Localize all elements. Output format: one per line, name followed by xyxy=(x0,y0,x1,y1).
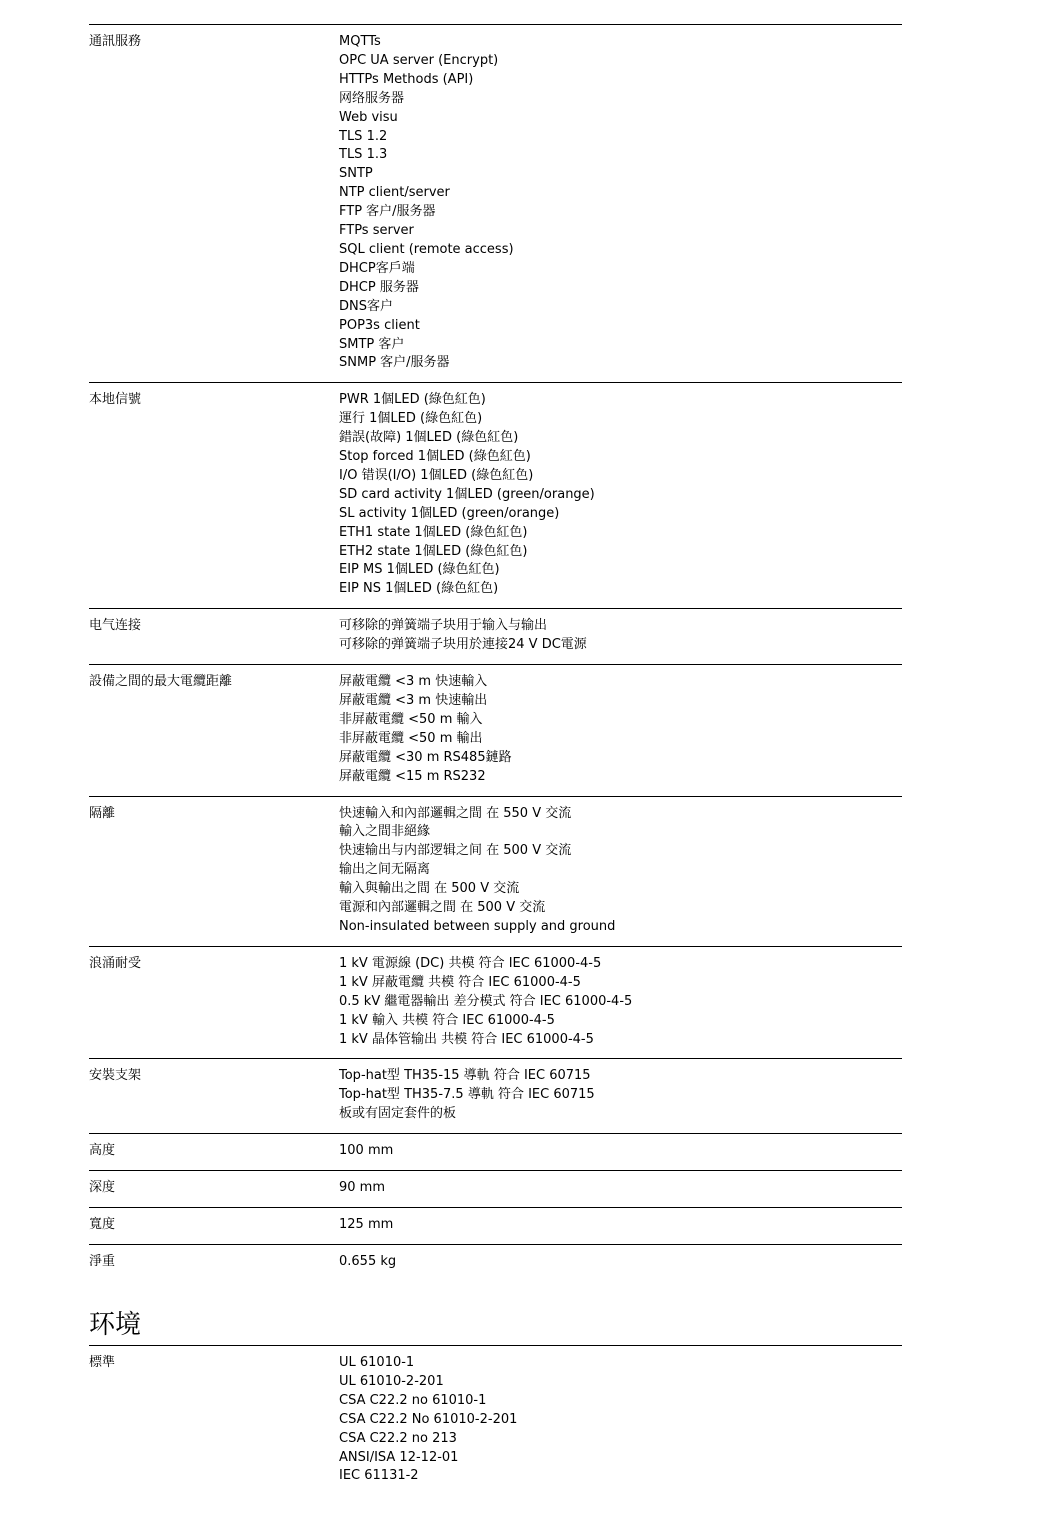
spec-value: DNS客户 xyxy=(339,298,393,314)
spec-label: 寬度 xyxy=(89,1216,116,1232)
spec-value: EIP MS 1個LED (綠色紅色) xyxy=(339,562,500,578)
spec-label: 安裝支架 xyxy=(89,1068,142,1084)
spec-value: 屏蔽電纜 <15 m RS232 xyxy=(339,768,486,784)
spec-label: 浪涌耐受 xyxy=(89,955,142,971)
spec-values xyxy=(339,609,902,664)
spec-value: 板或有固定套件的板 xyxy=(339,1106,457,1122)
spec-value: TLS 1.2 xyxy=(339,128,388,144)
spec-label: 电气连接 xyxy=(89,618,142,634)
spec-row xyxy=(89,1345,902,1495)
spec-value: CSA C22.2 no 213 xyxy=(339,1430,457,1446)
spec-value: UL 61010-1 xyxy=(339,1355,415,1370)
spec-label: 設備之間的最大電纜距離 xyxy=(89,674,233,690)
spec-table-environment xyxy=(89,1345,902,1495)
spec-value: Non-insulated between supply and ground xyxy=(339,918,616,934)
spec-value: POP3s client xyxy=(339,317,420,333)
section-heading-environment: 环境 xyxy=(89,1310,142,1340)
spec-value: 錯誤(故障) 1個LED (綠色紅色) xyxy=(339,430,519,446)
spec-value: 网络服务器 xyxy=(339,90,405,106)
spec-value: SNTP xyxy=(339,166,373,182)
spec-value: NTP client/server xyxy=(339,185,450,201)
spec-value: FTPs server xyxy=(339,223,414,239)
spec-values xyxy=(339,1208,902,1244)
spec-values xyxy=(339,1059,902,1133)
spec-label: 隔離 xyxy=(89,805,116,821)
spec-value: HTTPs Methods (API) xyxy=(339,71,474,87)
spec-label: 深度 xyxy=(89,1180,116,1196)
spec-value: 輸入與輸出之間 在 500 V 交流 xyxy=(339,881,520,897)
spec-value: I/O 错误(I/O) 1個LED (綠色紅色) xyxy=(339,467,534,483)
spec-values xyxy=(339,383,902,608)
spec-value: 输出之间无隔离 xyxy=(339,862,431,878)
spec-value: SD card activity 1個LED (green/orange) xyxy=(339,486,595,502)
spec-value: 非屏蔽電纜 <50 m 輸入 xyxy=(339,711,483,727)
spec-value: 125 mm xyxy=(339,1216,394,1232)
spec-row xyxy=(89,946,902,1059)
spec-value: IEC 61131-2 xyxy=(339,1468,419,1484)
spec-value: 屏蔽電纜 <30 m RS485鏈路 xyxy=(339,749,512,765)
spec-value: ANSI/ISA 12-12-01 xyxy=(339,1449,459,1465)
spec-value: MQTTs xyxy=(339,34,381,49)
spec-value: EIP NS 1個LED (綠色紅色) xyxy=(339,581,499,597)
spec-value: DHCP客戶端 xyxy=(339,260,415,276)
spec-values xyxy=(339,1346,902,1495)
spec-row xyxy=(89,1133,902,1170)
spec-label: 高度 xyxy=(89,1143,116,1159)
spec-value: CSA C22.2 No 61010-2-201 xyxy=(339,1411,518,1427)
spec-value: 屏蔽電纜 <3 m 快速輸入 xyxy=(339,674,488,690)
spec-value: 可移除的弹簧端子块用於連接24 V DC電源 xyxy=(339,637,587,653)
spec-value: PWR 1個LED (綠色紅色) xyxy=(339,392,486,408)
spec-value: Top-hat型 TH35-15 導軌 符合 IEC 60715 xyxy=(339,1068,591,1084)
spec-value: 90 mm xyxy=(339,1180,386,1196)
spec-value: 運行 1個LED (綠色紅色) xyxy=(339,411,483,427)
spec-value: FTP 客户/服务器 xyxy=(339,204,436,220)
spec-values xyxy=(339,1171,902,1207)
spec-value: UL 61010-2-201 xyxy=(339,1373,444,1389)
spec-row xyxy=(89,664,902,795)
spec-value: SMTP 客户 xyxy=(339,336,405,352)
spec-value: ETH2 state 1個LED (綠色紅色) xyxy=(339,543,528,559)
spec-value: SL activity 1個LED (green/orange) xyxy=(339,505,560,521)
spec-value: 輸入之間非絕緣 xyxy=(339,824,431,840)
spec-row xyxy=(89,24,902,382)
spec-values xyxy=(339,797,902,946)
spec-value: 1 kV 晶体管输出 共模 符合 IEC 61000-4-5 xyxy=(339,1031,594,1047)
spec-value: Stop forced 1個LED (綠色紅色) xyxy=(339,449,531,465)
spec-value: 0.5 kV 繼電器輸出 差分模式 符合 IEC 61000-4-5 xyxy=(339,993,633,1009)
spec-value: ETH1 state 1個LED (綠色紅色) xyxy=(339,524,528,540)
spec-label: 標準 xyxy=(89,1355,116,1370)
spec-value: 快速输出与内部逻辑之间 在 500 V 交流 xyxy=(339,843,572,859)
spec-label: 淨重 xyxy=(89,1253,116,1269)
spec-label: 本地信號 xyxy=(89,392,142,408)
spec-value: SNMP 客户/服务器 xyxy=(339,355,450,371)
spec-values xyxy=(339,947,902,1059)
spec-value: SQL client (remote access) xyxy=(339,241,514,257)
spec-row xyxy=(89,796,902,946)
spec-value: TLS 1.3 xyxy=(339,147,388,163)
spec-value: 可移除的弹簧端子块用于输入与输出 xyxy=(339,618,548,634)
spec-row xyxy=(89,608,902,664)
spec-row xyxy=(89,1244,902,1281)
spec-row xyxy=(89,1058,902,1133)
spec-values xyxy=(339,25,902,382)
spec-values xyxy=(339,665,902,795)
spec-label: 通訊服務 xyxy=(89,34,142,49)
spec-value: Web visu xyxy=(339,109,398,125)
spec-value: 1 kV 屏蔽電纜 共模 符合 IEC 61000-4-5 xyxy=(339,974,581,990)
spec-value: 1 kV 輸入 共模 符合 IEC 61000-4-5 xyxy=(339,1012,555,1028)
spec-value: 非屏蔽電纜 <50 m 輸出 xyxy=(339,730,483,746)
spec-row xyxy=(89,382,902,608)
spec-value: 快速輸入和內部邏輯之間 在 550 V 交流 xyxy=(339,805,572,821)
spec-values xyxy=(339,1134,902,1170)
spec-value: 0.655 kg xyxy=(339,1253,397,1269)
spec-value: 電源和內部邏輯之間 在 500 V 交流 xyxy=(339,900,546,916)
spec-value: 1 kV 電源線 (DC) 共模 符合 IEC 61000-4-5 xyxy=(339,955,602,971)
spec-value: 屏蔽電纜 <3 m 快速輸出 xyxy=(339,693,488,708)
spec-row xyxy=(89,1170,902,1207)
spec-table-general xyxy=(89,24,902,1281)
spec-value: OPC UA server (Encrypt) xyxy=(339,52,499,68)
spec-value: 100 mm xyxy=(339,1143,394,1159)
spec-row xyxy=(89,1207,902,1244)
spec-value: CSA C22.2 no 61010-1 xyxy=(339,1392,487,1408)
spec-value: DHCP 服务器 xyxy=(339,279,419,295)
spec-values xyxy=(339,1245,902,1281)
spec-value: Top-hat型 TH35-7.5 導軌 符合 IEC 60715 xyxy=(339,1087,595,1103)
